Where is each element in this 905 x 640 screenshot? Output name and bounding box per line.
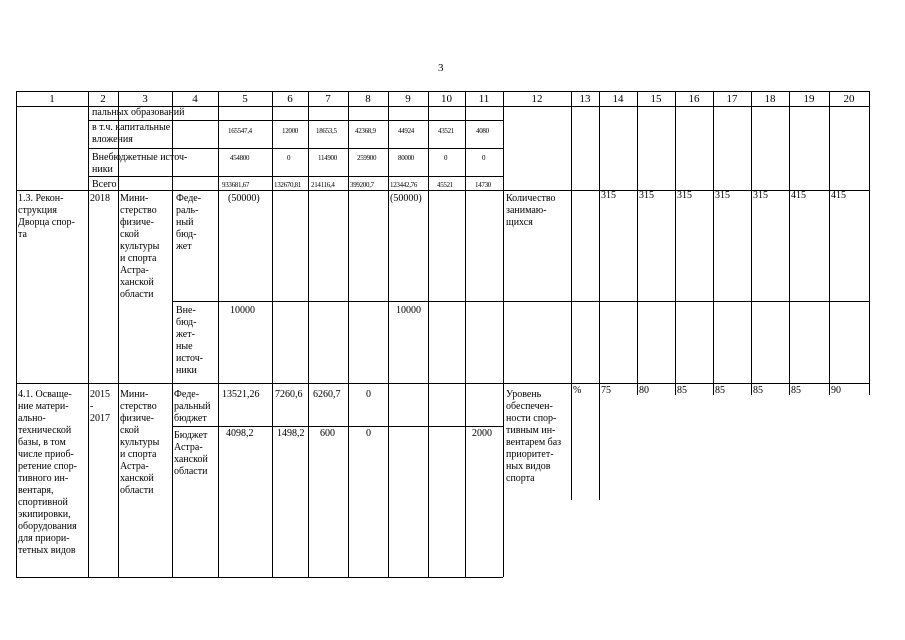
- extra-col5: 454800: [230, 154, 250, 162]
- total-col7: 214116,4: [311, 181, 335, 189]
- extra-col6: 0: [287, 154, 291, 162]
- col-header-11: 11: [478, 93, 490, 105]
- col-header-10: 10: [441, 93, 452, 105]
- grid-line: [713, 91, 714, 383]
- grid-line: [348, 91, 349, 577]
- total-col8: 399200,7: [350, 181, 374, 189]
- grid-line: [599, 91, 600, 500]
- section-1-3-col14: 315: [601, 190, 616, 201]
- grid-line: [218, 91, 219, 577]
- row-label-extrabudget-2: ники: [92, 164, 113, 175]
- capital-col9: 44924: [398, 127, 415, 135]
- grid-line: [272, 91, 273, 577]
- grid-line: [428, 91, 429, 577]
- grid-line: [829, 383, 830, 395]
- row-label-total: Всего: [92, 179, 117, 190]
- section-4-1-reg-col11: 2000: [472, 428, 492, 439]
- section-4-1-reg-col8: 0: [366, 428, 371, 439]
- section-4-1-reg-col7: 600: [320, 428, 335, 439]
- grid-line: [675, 383, 676, 395]
- section-4-1-regional: Бюджет Астра- ханской области: [174, 430, 208, 477]
- extra-col11: 0: [482, 154, 486, 162]
- grid-line: [88, 120, 503, 121]
- grid-line: [88, 176, 503, 177]
- total-col11: 14730: [475, 181, 492, 189]
- section-1-3-col17: 315: [715, 190, 730, 201]
- section-4-1-col14: 75: [601, 385, 611, 396]
- col-header-20: 20: [843, 93, 855, 105]
- section-4-1-fed-col6: 7260,6: [275, 389, 303, 400]
- grid-line: [503, 91, 504, 577]
- col-header-2: 2: [100, 93, 106, 105]
- section-1-3-year: 2018: [90, 193, 110, 204]
- capital-col6: 12000: [282, 127, 299, 135]
- section-1-3-federal-col9: (50000): [390, 193, 422, 204]
- section-1-3-col20: 415: [831, 190, 846, 201]
- section-4-1-title: 4.1. Осваще- ние матери- ально- технической базы, в том числе приоб- ретение спор- тивного ин- вентаря, спортивной экипировки, оборудования для приори- тетных видов: [18, 389, 78, 556]
- row-label-capital: в т.ч. капитальные: [92, 122, 171, 133]
- grid-line: [16, 577, 503, 578]
- total-col9: 123442,76: [390, 181, 418, 189]
- section-4-1-col16: 85: [677, 385, 687, 396]
- grid-line: [88, 91, 89, 577]
- extra-col9: 80000: [398, 154, 415, 162]
- grid-line: [88, 148, 503, 149]
- capital-col10: 43521: [438, 127, 455, 135]
- col-header-1: 1: [49, 93, 55, 105]
- capital-col7: 18653,5: [316, 127, 337, 135]
- grid-line: [789, 91, 790, 383]
- section-4-1-col17: 85: [715, 385, 725, 396]
- section-4-1-col18: 85: [753, 385, 763, 396]
- col-header-15: 15: [650, 93, 662, 105]
- section-4-1-col15: 80: [639, 385, 649, 396]
- section-4-1-fed-col5: 13521,26: [222, 389, 260, 400]
- grid-line: [16, 91, 17, 577]
- col-header-12: 12: [531, 93, 543, 105]
- capital-col11: 4080: [476, 127, 489, 135]
- section-1-3-col16: 315: [677, 190, 692, 201]
- grid-line: [16, 383, 869, 384]
- col-header-8: 8: [365, 93, 371, 105]
- grid-line: [388, 91, 389, 577]
- col-header-13: 13: [579, 93, 591, 105]
- section-4-1-col20: 90: [831, 385, 841, 396]
- section-4-1-years: 2015 - 2017: [90, 389, 110, 424]
- extra-col8: 259900: [357, 154, 377, 162]
- section-1-3-title: 1.3. Рекон- струкция Дворца спор- та: [18, 193, 75, 240]
- col-header-14: 14: [612, 93, 624, 105]
- capital-col5: 165547,4: [228, 127, 252, 135]
- section-1-3-federal: Феде- раль- ный бюд- жет: [176, 193, 202, 252]
- grid-line: [869, 91, 870, 383]
- capital-col8: 42368,9: [355, 127, 376, 135]
- section-4-1-ministry: Мини- стерство физиче- ской культуры и спорта Астра- ханской области: [120, 389, 160, 496]
- section-4-1-indicator: Уровень обеспечен- ности спор- тивным ин- вентарем баз приоритет- ных видов спорта: [506, 389, 562, 484]
- total-col5: 933681,67: [222, 181, 250, 189]
- extra-col7: 114900: [318, 154, 337, 162]
- grid-line: [675, 91, 676, 383]
- section-1-3-federal-col5: (50000): [228, 193, 260, 204]
- section-4-1-reg-col5: 4098,2: [226, 428, 254, 439]
- extra-col10: 0: [444, 154, 448, 162]
- col-header-17: 17: [726, 93, 738, 105]
- section-1-3-extra-col5: 10000: [230, 305, 255, 316]
- grid-line: [637, 91, 638, 383]
- total-col6: 132670,81: [274, 181, 302, 189]
- col-header-16: 16: [688, 93, 700, 105]
- total-col10: 45521: [437, 181, 454, 189]
- section-1-3-ministry: Мини- стерство физиче- ской культуры и спорта Астра- ханской области: [120, 193, 160, 300]
- page-number: 3: [438, 62, 444, 74]
- section-1-3-col19: 415: [791, 190, 806, 201]
- section-4-1-unit: %: [573, 385, 582, 396]
- row-label-capital-2: вложения: [92, 134, 133, 145]
- grid-line: [713, 383, 714, 395]
- section-4-1-federal: Феде- ральный бюджет: [174, 389, 211, 424]
- row-label-extrabudget: Внебюджетные источ-: [92, 152, 188, 163]
- grid-line: [308, 91, 309, 577]
- section-1-3-col18: 315: [753, 190, 768, 201]
- grid-line: [571, 91, 572, 500]
- grid-line: [751, 91, 752, 383]
- grid-line: [172, 301, 869, 302]
- grid-line: [829, 91, 830, 383]
- section-4-1-col19: 85: [791, 385, 801, 396]
- section-1-3-extrabudget: Вне- бюд- жет- ные источ- ники: [176, 305, 204, 376]
- col-header-3: 3: [142, 93, 148, 105]
- col-header-7: 7: [325, 93, 331, 105]
- col-header-18: 18: [764, 93, 776, 105]
- grid-line: [172, 426, 503, 427]
- section-1-3-col15: 315: [639, 190, 654, 201]
- grid-line: [789, 383, 790, 395]
- grid-line: [16, 91, 869, 92]
- section-4-1-reg-col6: 1498,2: [277, 428, 305, 439]
- section-1-3-indicator: Количество занимаю- щихся: [506, 193, 556, 228]
- col-header-4: 4: [192, 93, 198, 105]
- row-label-municipal: пальных образований: [92, 107, 185, 118]
- grid-line: [751, 383, 752, 395]
- grid-line: [465, 91, 466, 577]
- grid-line: [637, 383, 638, 395]
- section-1-3-extra-col9: 10000: [396, 305, 421, 316]
- col-header-19: 19: [803, 93, 815, 105]
- col-header-6: 6: [287, 93, 293, 105]
- grid-line: [869, 383, 870, 395]
- section-4-1-fed-col8: 0: [366, 389, 371, 400]
- section-4-1-fed-col7: 6260,7: [313, 389, 341, 400]
- col-header-5: 5: [242, 93, 248, 105]
- col-header-9: 9: [405, 93, 411, 105]
